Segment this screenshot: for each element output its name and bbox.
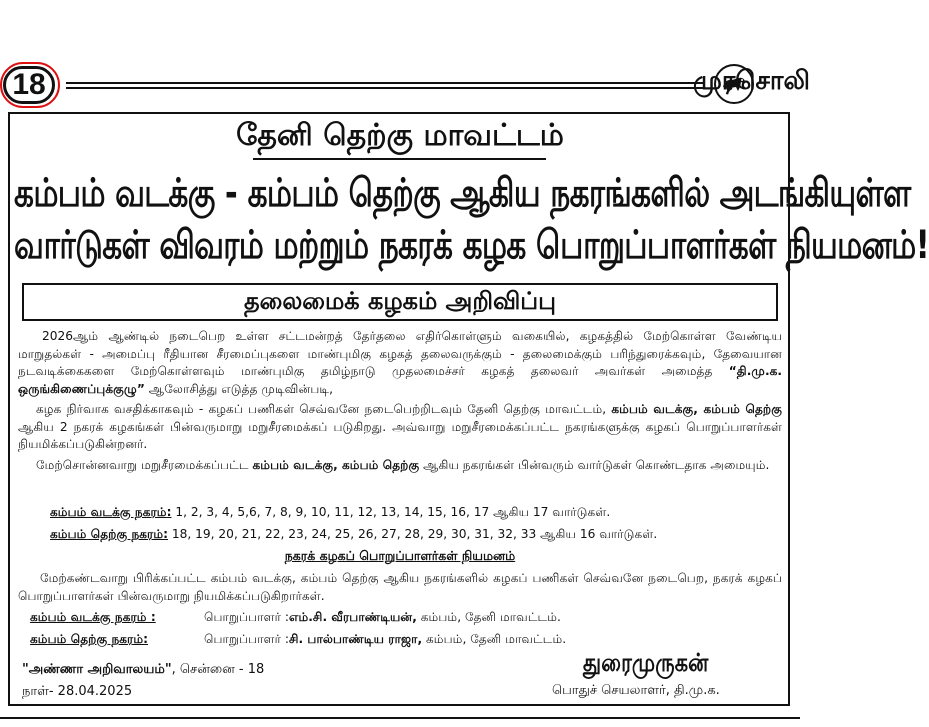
paragraph-1-end: ஆலோசித்து எடுத்த முடிவின்படி, [144, 381, 333, 396]
ward-list-south [50, 527, 657, 543]
towns-bold: கம்பம் வடக்கு, கம்பம் தெற்கு [611, 402, 782, 416]
bottom-divider [0, 717, 800, 719]
appointment-south-place: கம்பம், தேனி மாவட்டம். [422, 632, 567, 646]
ward-list-south-label: கம்பம் தெற்கு நகரம்: [50, 527, 169, 541]
page-header [0, 62, 810, 110]
appointment-south-name: சி. பால்பாண்டிய ராஜா, [288, 632, 423, 646]
masthead-title: முரசொலி [693, 66, 810, 96]
appointment-north-label: கம்பம் வடக்கு நகரம் : [30, 610, 156, 624]
paragraph-3-end: ஆகிய நகரங்கள் பின்வரும் வார்டுகள் கொண்டதாக அமையும். [419, 458, 770, 472]
appointment-north-place: கம்பம், தேனி மாவட்டம். [416, 610, 561, 624]
paragraph-2-end: ஆகிய 2 நகரக் கழகங்கள் பின்வருமாறு மறுசீரமைக்கப் படுகிறது. அவ்வாறு மறுசீரமைக்கப்பட்ட நகரங்களுக்கு கழகப் பொறுப்பாளர்கள் நியமிக்கப்படுகின்றனர். [18, 419, 782, 451]
paragraph-3-text: மேற்சொன்னவாறு மறுசீரமைக்கப்பட்ட [36, 458, 253, 472]
appointment-subheading-text: நகரக் கழகப் பொறுப்பாளர்கள் நியமனம் [284, 548, 516, 563]
notice-box-title: தலைமைக் கழகம் அறிவிப்பு [22, 283, 778, 321]
paragraph-4: மேற்கண்டவாறு பிரிக்கப்பட்ட கம்பம் வடக்கு, கம்பம் தெற்கு ஆகிய நகரங்களில் கழகப் பணிகள் செவ்வனே நடைபெற, நகரக் கழகப் பொறுப்பாளர்கள் பின்வருமாறு நியமிக்கப்படுகிறார்கள். [18, 571, 782, 603]
appointment-south [30, 632, 566, 648]
paragraph-2 [18, 401, 782, 454]
committee-name: “தி.மு.க. ஒருங்கிணைப்புக்குழு” [18, 364, 782, 396]
headline-line-1: கம்பம் வடக்கு - கம்பம் தெற்கு ஆகிய நகரங்களில் அடங்கியுள்ள [14, 171, 911, 216]
header-double-rule [66, 82, 705, 89]
appointment-south-label: கம்பம் தெற்கு நகரம்: [30, 632, 149, 646]
office-city: , சென்னை - 18 [171, 662, 265, 677]
district-underline [253, 158, 546, 160]
paragraph-1-text: 2026ஆம் ஆண்டில் நடைபெற உள்ள சட்டமன்றத் தேர்தலை எதிர்கொள்ளும் வகையில், கழகத்தில் மேற்கொள்ள வேண்டிய மாறுதல்கள் - அமைப்பு ரீதியான சீரமைப்புகளை மாண்புமிகு கழகத் தலைவருக்கும் - தலைமைக்கும் பரிந்துரைக்கவும், தேவையான நடவடிக்கைகளை மேற்கொள்ளவும் மாண்புமிகு தமிழ்நாடு முதலமைச்சர் கழகத் தலைவர் அவர்கள் அமைத்த [18, 329, 782, 378]
appointment-north-name: எம்.சி. வீரபாண்டியன், [288, 610, 417, 624]
ward-list-north-label: கம்பம் வடக்கு நகரம்: [50, 505, 172, 519]
headline-line-2: வார்டுகள் விவரம் மற்றும் நகரக் கழக பொறுப்பாளர்கள் நியமனம்! [14, 223, 929, 268]
appointment-subheading [0, 548, 800, 565]
paragraph-3 [18, 457, 782, 475]
signer-name: துரைமுருகன் [583, 648, 709, 678]
page-number: 18 [3, 66, 55, 104]
appointment-north-role: பொறுப்பாளர் : [204, 610, 289, 624]
appointment-south-role: பொறுப்பாளர் : [204, 632, 289, 646]
notice-date: நாள்- 28.04.2025 [22, 684, 133, 699]
ward-list-north [50, 505, 610, 521]
appointment-north [30, 610, 561, 626]
ward-list-south-values: 18, 19, 20, 21, 22, 23, 24, 25, 26, 27, 28, 29, 30, 31, 32, 33 ஆகிய 16 வார்டுகள். [168, 527, 658, 541]
ward-list-north-values: 1, 2, 3, 4, 5,6, 7, 8, 9, 10, 11, 12, 13, 14, 15, 16, 17 ஆகிய 17 வார்டுகள். [171, 505, 611, 519]
signer-title: பொதுச் செயலாளர், தி.மு.க. [552, 683, 720, 698]
towns-bold-2: கம்பம் வடக்கு, கம்பம் தெற்கு [252, 458, 420, 472]
issuing-office [22, 662, 264, 678]
district-title: தேனி தெற்கு மாவட்டம் [236, 118, 564, 153]
paragraph-1 [18, 328, 782, 398]
paragraph-2-text: கழக நிர்வாக வசதிக்காகவும் - கழகப் பணிகள் செவ்வனே நடைபெற்றிடவும் தேனி தெற்கு மாவட்டம், [36, 402, 612, 416]
office-name: "அண்ணா அறிவாலயம்" [22, 662, 172, 677]
